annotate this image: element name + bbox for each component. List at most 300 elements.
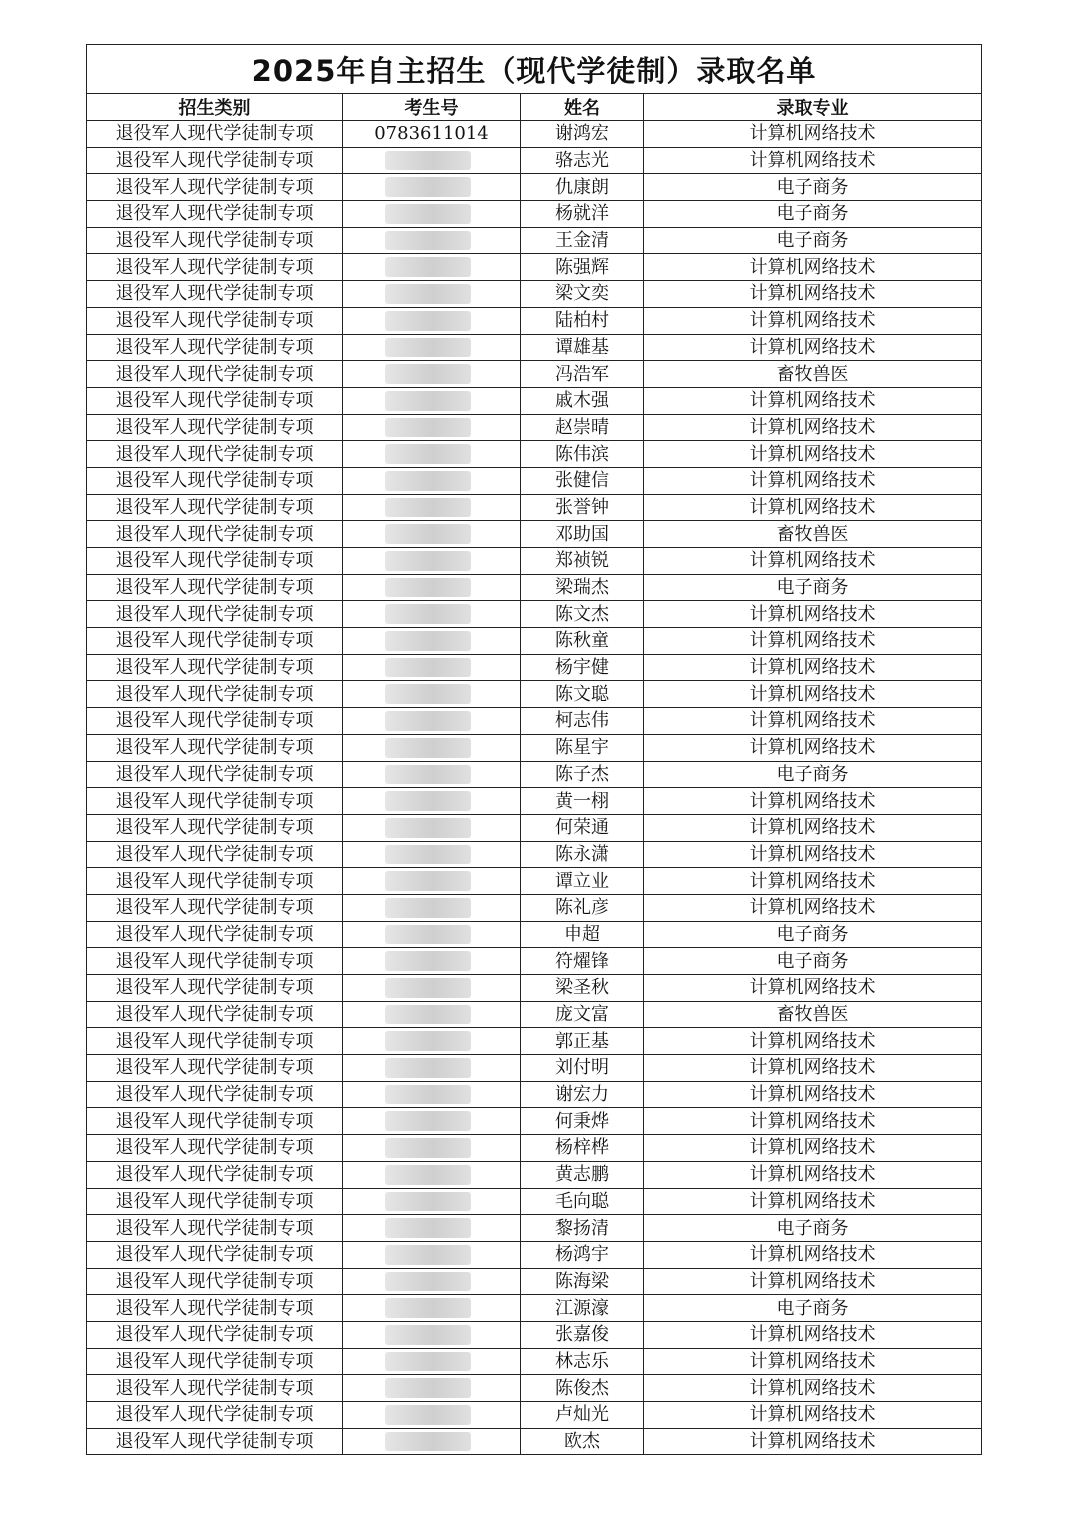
category-cell: 退役军人现代学徒制专项 <box>87 201 343 228</box>
name-cell: 冯浩军 <box>521 361 644 388</box>
redaction-blur <box>385 204 471 224</box>
category-cell: 退役军人现代学徒制专项 <box>87 628 343 655</box>
category-cell: 退役军人现代学徒制专项 <box>87 841 343 868</box>
exam-no-cell <box>343 254 521 281</box>
table-row <box>87 1348 982 1375</box>
table-row <box>87 281 982 308</box>
redaction-blur <box>385 925 471 945</box>
redaction-blur <box>385 1138 471 1158</box>
table-row <box>87 361 982 388</box>
redaction-blur <box>385 1085 471 1105</box>
major-cell: 电子商务 <box>644 574 982 601</box>
name-cell: 柯志伟 <box>521 708 644 735</box>
major-cell: 计算机网络技术 <box>644 868 982 895</box>
major-cell: 计算机网络技术 <box>644 494 982 521</box>
redaction-blur <box>385 1405 471 1425</box>
table-row <box>87 1241 982 1268</box>
major-cell: 畜牧兽医 <box>644 1001 982 1028</box>
table-row <box>87 1295 982 1322</box>
major-cell: 计算机网络技术 <box>644 467 982 494</box>
major-cell: 计算机网络技术 <box>644 1375 982 1402</box>
exam-no-cell <box>343 734 521 761</box>
major-cell: 计算机网络技术 <box>644 1348 982 1375</box>
category-cell: 退役军人现代学徒制专项 <box>87 548 343 575</box>
redaction-blur <box>385 818 471 838</box>
exam-no-cell <box>343 1135 521 1162</box>
major-cell: 计算机网络技术 <box>644 734 982 761</box>
redaction-blur <box>385 1031 471 1051</box>
name-cell: 欧杰 <box>521 1428 644 1455</box>
major-cell: 畜牧兽医 <box>644 361 982 388</box>
exam-no-cell <box>343 494 521 521</box>
redaction-blur <box>385 418 471 438</box>
category-cell: 退役军人现代学徒制专项 <box>87 441 343 468</box>
table-row <box>87 761 982 788</box>
exam-no-cell: 0783611014 <box>343 121 521 148</box>
name-cell: 谢宏力 <box>521 1081 644 1108</box>
redaction-blur <box>385 1325 471 1345</box>
major-cell: 计算机网络技术 <box>644 1108 982 1135</box>
redaction-blur <box>385 765 471 785</box>
table-row <box>87 174 982 201</box>
major-cell: 计算机网络技术 <box>644 1028 982 1055</box>
category-cell: 退役军人现代学徒制专项 <box>87 1428 343 1455</box>
name-cell: 陈强辉 <box>521 254 644 281</box>
redaction-blur <box>385 231 471 251</box>
category-cell: 退役军人现代学徒制专项 <box>87 1268 343 1295</box>
major-cell: 计算机网络技术 <box>644 814 982 841</box>
exam-no-cell <box>343 227 521 254</box>
exam-no-cell <box>343 281 521 308</box>
name-cell: 刘付明 <box>521 1055 644 1082</box>
category-cell: 退役军人现代学徒制专项 <box>87 1188 343 1215</box>
exam-no-cell <box>343 1055 521 1082</box>
name-cell: 陈文杰 <box>521 601 644 628</box>
table-row <box>87 894 982 921</box>
major-cell: 畜牧兽医 <box>644 521 982 548</box>
redaction-blur <box>385 738 471 758</box>
exam-no-cell <box>343 174 521 201</box>
category-cell: 退役军人现代学徒制专项 <box>87 1241 343 1268</box>
category-cell: 退役军人现代学徒制专项 <box>87 868 343 895</box>
table-row <box>87 841 982 868</box>
major-cell: 电子商务 <box>644 1295 982 1322</box>
name-cell: 谢鸿宏 <box>521 121 644 148</box>
exam-no-cell <box>343 894 521 921</box>
name-cell: 杨梓桦 <box>521 1135 644 1162</box>
exam-no-cell <box>343 521 521 548</box>
category-cell: 退役军人现代学徒制专项 <box>87 521 343 548</box>
column-header-name: 姓名 <box>521 94 644 121</box>
redaction-blur <box>385 1058 471 1078</box>
exam-no-cell <box>343 921 521 948</box>
major-cell: 计算机网络技术 <box>644 1188 982 1215</box>
exam-no-cell <box>343 414 521 441</box>
major-cell: 电子商务 <box>644 201 982 228</box>
redaction-blur <box>385 311 471 331</box>
category-cell: 退役军人现代学徒制专项 <box>87 948 343 975</box>
major-cell: 计算机网络技术 <box>644 681 982 708</box>
category-cell: 退役军人现代学徒制专项 <box>87 1295 343 1322</box>
major-cell: 计算机网络技术 <box>644 281 982 308</box>
major-cell: 计算机网络技术 <box>644 1321 982 1348</box>
category-cell: 退役军人现代学徒制专项 <box>87 174 343 201</box>
exam-no-cell <box>343 548 521 575</box>
major-cell: 电子商务 <box>644 921 982 948</box>
exam-no-cell <box>343 654 521 681</box>
name-cell: 张健信 <box>521 467 644 494</box>
category-cell: 退役军人现代学徒制专项 <box>87 921 343 948</box>
name-cell: 赵崇晴 <box>521 414 644 441</box>
name-cell: 杨鸿宇 <box>521 1241 644 1268</box>
exam-no-cell <box>343 1268 521 1295</box>
redaction-blur <box>385 604 471 624</box>
major-cell: 计算机网络技术 <box>644 1428 982 1455</box>
redaction-blur <box>385 871 471 891</box>
exam-no-cell <box>343 1375 521 1402</box>
table-row <box>87 387 982 414</box>
redaction-blur <box>385 1378 471 1398</box>
exam-no-cell <box>343 628 521 655</box>
category-cell: 退役军人现代学徒制专项 <box>87 601 343 628</box>
table-row <box>87 441 982 468</box>
major-cell: 计算机网络技术 <box>644 975 982 1002</box>
major-cell: 电子商务 <box>644 227 982 254</box>
name-cell: 黄一栩 <box>521 788 644 815</box>
major-cell: 计算机网络技术 <box>644 654 982 681</box>
redaction-blur <box>385 898 471 918</box>
table-row <box>87 227 982 254</box>
redaction-blur <box>385 524 471 544</box>
exam-no-cell <box>343 1215 521 1242</box>
exam-no-cell <box>343 574 521 601</box>
table-row <box>87 654 982 681</box>
exam-no-cell <box>343 868 521 895</box>
name-cell: 何秉烨 <box>521 1108 644 1135</box>
major-cell: 计算机网络技术 <box>644 1241 982 1268</box>
redaction-blur <box>385 364 471 384</box>
exam-no-cell <box>343 1321 521 1348</box>
table-row <box>87 1161 982 1188</box>
name-cell: 卢灿光 <box>521 1402 644 1429</box>
category-cell: 退役军人现代学徒制专项 <box>87 387 343 414</box>
table-row <box>87 921 982 948</box>
redaction-blur <box>385 471 471 491</box>
table-row <box>87 548 982 575</box>
table-row <box>87 1268 982 1295</box>
name-cell: 符燿锋 <box>521 948 644 975</box>
redaction-blur <box>385 284 471 304</box>
table-row <box>87 1375 982 1402</box>
name-cell: 梁瑞杰 <box>521 574 644 601</box>
major-cell: 计算机网络技术 <box>644 841 982 868</box>
name-cell: 谭雄基 <box>521 334 644 361</box>
category-cell: 退役军人现代学徒制专项 <box>87 708 343 735</box>
table-row <box>87 574 982 601</box>
name-cell: 梁圣秋 <box>521 975 644 1002</box>
table-row <box>87 521 982 548</box>
exam-no-cell <box>343 1161 521 1188</box>
redaction-blur <box>385 338 471 358</box>
table-row <box>87 708 982 735</box>
category-cell: 退役军人现代学徒制专项 <box>87 1108 343 1135</box>
exam-no-cell <box>343 1081 521 1108</box>
major-cell: 计算机网络技术 <box>644 147 982 174</box>
major-cell: 计算机网络技术 <box>644 414 982 441</box>
table-row <box>87 1055 982 1082</box>
table-row <box>87 494 982 521</box>
redaction-blur <box>385 551 471 571</box>
category-cell: 退役军人现代学徒制专项 <box>87 254 343 281</box>
table-row <box>87 1135 982 1162</box>
name-cell: 戚木强 <box>521 387 644 414</box>
exam-no-cell <box>343 601 521 628</box>
table-row <box>87 734 982 761</box>
category-cell: 退役军人现代学徒制专项 <box>87 414 343 441</box>
exam-no-cell <box>343 708 521 735</box>
major-cell: 计算机网络技术 <box>644 1081 982 1108</box>
table-row <box>87 1428 982 1455</box>
major-cell: 计算机网络技术 <box>644 1402 982 1429</box>
category-cell: 退役军人现代学徒制专项 <box>87 361 343 388</box>
redaction-blur <box>385 1352 471 1372</box>
category-cell: 退役军人现代学徒制专项 <box>87 761 343 788</box>
table-row <box>87 1321 982 1348</box>
major-cell: 计算机网络技术 <box>644 548 982 575</box>
table-row <box>87 414 982 441</box>
major-cell: 计算机网络技术 <box>644 1161 982 1188</box>
name-cell: 黎扬清 <box>521 1215 644 1242</box>
name-cell: 何荣通 <box>521 814 644 841</box>
major-cell: 计算机网络技术 <box>644 894 982 921</box>
redaction-blur <box>385 1165 471 1185</box>
category-cell: 退役军人现代学徒制专项 <box>87 681 343 708</box>
table-row <box>87 788 982 815</box>
name-cell: 毛向聪 <box>521 1188 644 1215</box>
category-cell: 退役军人现代学徒制专项 <box>87 1135 343 1162</box>
name-cell: 林志乐 <box>521 1348 644 1375</box>
exam-no-cell <box>343 948 521 975</box>
table-row <box>87 1215 982 1242</box>
name-cell: 谭立业 <box>521 868 644 895</box>
exam-no-cell <box>343 1295 521 1322</box>
category-cell: 退役军人现代学徒制专项 <box>87 574 343 601</box>
exam-no-cell <box>343 814 521 841</box>
major-cell: 计算机网络技术 <box>644 601 982 628</box>
category-cell: 退役军人现代学徒制专项 <box>87 281 343 308</box>
name-cell: 邓助国 <box>521 521 644 548</box>
exam-no-cell <box>343 147 521 174</box>
category-cell: 退役军人现代学徒制专项 <box>87 1028 343 1055</box>
name-cell: 陈俊杰 <box>521 1375 644 1402</box>
major-cell: 电子商务 <box>644 174 982 201</box>
redaction-blur <box>385 1192 471 1212</box>
category-cell: 退役军人现代学徒制专项 <box>87 227 343 254</box>
redaction-blur <box>385 1272 471 1292</box>
table-row <box>87 1188 982 1215</box>
name-cell: 陈海梁 <box>521 1268 644 1295</box>
category-cell: 退役军人现代学徒制专项 <box>87 1001 343 1028</box>
category-cell: 退役军人现代学徒制专项 <box>87 894 343 921</box>
name-cell: 陈文聪 <box>521 681 644 708</box>
table-row <box>87 814 982 841</box>
name-cell: 杨宇健 <box>521 654 644 681</box>
exam-no-cell <box>343 387 521 414</box>
name-cell: 张誉钟 <box>521 494 644 521</box>
category-cell: 退役军人现代学徒制专项 <box>87 975 343 1002</box>
redaction-blur <box>385 391 471 411</box>
redaction-blur <box>385 951 471 971</box>
table-row <box>87 334 982 361</box>
redaction-blur <box>385 1218 471 1238</box>
table-row <box>87 601 982 628</box>
category-cell: 退役军人现代学徒制专项 <box>87 1402 343 1429</box>
category-cell: 退役军人现代学徒制专项 <box>87 1375 343 1402</box>
exam-no-cell <box>343 975 521 1002</box>
redaction-blur <box>385 1432 471 1452</box>
major-cell: 计算机网络技术 <box>644 1135 982 1162</box>
name-cell: 骆志光 <box>521 147 644 174</box>
table-row <box>87 681 982 708</box>
category-cell: 退役军人现代学徒制专项 <box>87 654 343 681</box>
exam-no-cell <box>343 1348 521 1375</box>
exam-no-cell <box>343 1402 521 1429</box>
category-cell: 退役军人现代学徒制专项 <box>87 307 343 334</box>
document-title: 2025年自主招生（现代学徒制）录取名单 <box>87 45 982 94</box>
table-row <box>87 628 982 655</box>
redaction-blur <box>385 684 471 704</box>
category-cell: 退役军人现代学徒制专项 <box>87 1081 343 1108</box>
exam-no-cell <box>343 1028 521 1055</box>
major-cell: 计算机网络技术 <box>644 307 982 334</box>
redaction-blur <box>385 631 471 651</box>
redaction-blur <box>385 177 471 197</box>
redaction-blur <box>385 978 471 998</box>
major-cell: 电子商务 <box>644 761 982 788</box>
major-cell: 电子商务 <box>644 1215 982 1242</box>
redaction-blur <box>385 845 471 865</box>
name-cell: 梁文奕 <box>521 281 644 308</box>
table-row <box>87 307 982 334</box>
table-row <box>87 1001 982 1028</box>
table-row <box>87 1402 982 1429</box>
exam-no-cell <box>343 467 521 494</box>
table-row <box>87 467 982 494</box>
category-cell: 退役军人现代学徒制专项 <box>87 1161 343 1188</box>
major-cell: 计算机网络技术 <box>644 441 982 468</box>
category-cell: 退役军人现代学徒制专项 <box>87 1321 343 1348</box>
redaction-blur <box>385 1005 471 1025</box>
table-row <box>87 147 982 174</box>
name-cell: 陈子杰 <box>521 761 644 788</box>
column-header-exam-no: 考生号 <box>343 94 521 121</box>
major-cell: 计算机网络技术 <box>644 387 982 414</box>
name-cell: 杨就洋 <box>521 201 644 228</box>
category-cell: 退役军人现代学徒制专项 <box>87 121 343 148</box>
category-cell: 退役军人现代学徒制专项 <box>87 494 343 521</box>
name-cell: 王金清 <box>521 227 644 254</box>
exam-no-cell <box>343 334 521 361</box>
major-cell: 计算机网络技术 <box>644 121 982 148</box>
major-cell: 计算机网络技术 <box>644 628 982 655</box>
name-cell: 陈永潇 <box>521 841 644 868</box>
category-cell: 退役军人现代学徒制专项 <box>87 1348 343 1375</box>
redaction-blur <box>385 257 471 277</box>
exam-no-cell <box>343 441 521 468</box>
table-row <box>87 948 982 975</box>
admission-table <box>86 44 982 1455</box>
category-cell: 退役军人现代学徒制专项 <box>87 1215 343 1242</box>
redaction-blur <box>385 711 471 731</box>
major-cell: 计算机网络技术 <box>644 1055 982 1082</box>
name-cell: 江源濠 <box>521 1295 644 1322</box>
name-cell: 黄志鹏 <box>521 1161 644 1188</box>
category-cell: 退役军人现代学徒制专项 <box>87 734 343 761</box>
name-cell: 庞文富 <box>521 1001 644 1028</box>
category-cell: 退役军人现代学徒制专项 <box>87 788 343 815</box>
name-cell: 郭正基 <box>521 1028 644 1055</box>
major-cell: 电子商务 <box>644 948 982 975</box>
name-cell: 仇康朗 <box>521 174 644 201</box>
name-cell: 陈伟滨 <box>521 441 644 468</box>
exam-no-cell <box>343 1241 521 1268</box>
category-cell: 退役军人现代学徒制专项 <box>87 1055 343 1082</box>
major-cell: 计算机网络技术 <box>644 1268 982 1295</box>
name-cell: 陈星宇 <box>521 734 644 761</box>
table-row <box>87 254 982 281</box>
column-header-major: 录取专业 <box>644 94 982 121</box>
exam-no-cell <box>343 1108 521 1135</box>
redaction-blur <box>385 1245 471 1265</box>
exam-no-cell <box>343 761 521 788</box>
redaction-blur <box>385 578 471 598</box>
exam-no-cell <box>343 1188 521 1215</box>
table-row <box>87 975 982 1002</box>
table-row <box>87 1108 982 1135</box>
major-cell: 计算机网络技术 <box>644 788 982 815</box>
redaction-blur <box>385 498 471 518</box>
table-row <box>87 1028 982 1055</box>
name-cell: 陈礼彦 <box>521 894 644 921</box>
major-cell: 计算机网络技术 <box>644 708 982 735</box>
name-cell: 陆柏村 <box>521 307 644 334</box>
name-cell: 陈秋童 <box>521 628 644 655</box>
major-cell: 计算机网络技术 <box>644 254 982 281</box>
redaction-blur <box>385 1111 471 1131</box>
table-row <box>87 121 982 148</box>
exam-no-cell <box>343 201 521 228</box>
redaction-blur <box>385 791 471 811</box>
name-cell: 张嘉俊 <box>521 1321 644 1348</box>
column-header-category: 招生类别 <box>87 94 343 121</box>
redaction-blur <box>385 1298 471 1318</box>
redaction-blur <box>385 151 471 171</box>
table-body <box>87 121 982 1455</box>
table-header-row <box>87 94 982 121</box>
major-cell: 计算机网络技术 <box>644 334 982 361</box>
category-cell: 退役军人现代学徒制专项 <box>87 467 343 494</box>
table-row <box>87 201 982 228</box>
name-cell: 郑祯锐 <box>521 548 644 575</box>
admission-list-sheet <box>86 44 981 1455</box>
redaction-blur <box>385 658 471 678</box>
exam-no-cell <box>343 1001 521 1028</box>
exam-no-cell <box>343 307 521 334</box>
exam-no-cell <box>343 1428 521 1455</box>
category-cell: 退役军人现代学徒制专项 <box>87 334 343 361</box>
table-row <box>87 1081 982 1108</box>
table-row <box>87 868 982 895</box>
